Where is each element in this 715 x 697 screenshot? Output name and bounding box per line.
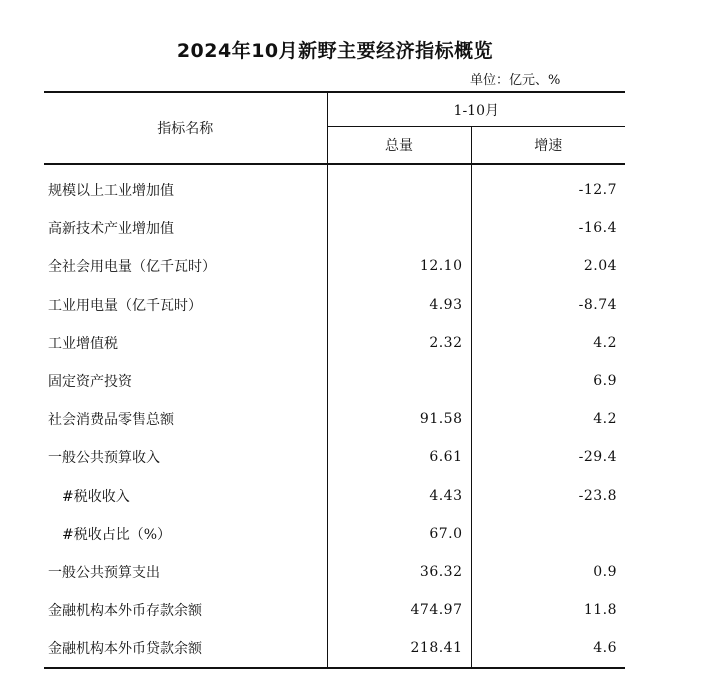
indicator-name: 金融机构本外币贷款余额 — [44, 629, 327, 668]
indicator-total — [327, 209, 471, 247]
header-growth: 增速 — [471, 127, 625, 165]
indicator-growth: 4.2 — [471, 400, 625, 438]
table-row — [44, 286, 625, 324]
table-row — [44, 324, 625, 362]
indicator-growth: -16.4 — [471, 209, 625, 247]
indicator-name: 固定资产投资 — [48, 374, 132, 391]
header-indicator-name: 指标名称 — [44, 92, 327, 164]
indicator-growth: 2.04 — [471, 247, 625, 285]
indicator-name: 一般公共预算收入 — [48, 450, 160, 467]
table-row — [44, 400, 625, 438]
indicator-total: 12.10 — [327, 247, 471, 285]
table-row — [44, 164, 625, 209]
indicator-name: 工业增值税 — [48, 335, 118, 352]
indicator-growth: 11.8 — [471, 591, 625, 629]
table-row — [44, 477, 625, 515]
table-row — [44, 591, 625, 629]
indicator-growth: 6.9 — [471, 362, 625, 400]
page-title: 2024年10月新野主要经济指标概览 — [176, 40, 494, 62]
indicator-growth: 0.9 — [471, 553, 625, 591]
indicator-total: 4.93 — [327, 286, 471, 324]
indicator-name: 高新技术产业增加值 — [48, 221, 174, 238]
table-row — [44, 362, 625, 400]
indicator-total: 474.97 — [327, 591, 471, 629]
indicator-growth: 4.2 — [471, 324, 625, 362]
table-row — [44, 209, 625, 247]
indicator-growth: -12.7 — [471, 164, 625, 209]
indicator-growth — [471, 515, 625, 553]
indicator-name: 一般公共预算支出 — [48, 564, 160, 581]
indicator-name: 规模以上工业增加值 — [48, 183, 174, 200]
header-period: 1-10月 — [327, 92, 625, 127]
indicator-growth: -8.74 — [471, 286, 625, 324]
indicator-name: 工业用电量（亿千瓦时） — [48, 297, 202, 314]
indicator-name: #税收占比（%） — [62, 526, 172, 543]
table-row — [44, 515, 625, 553]
indicator-total — [327, 362, 471, 400]
indicator-total — [327, 164, 471, 209]
indicator-growth: 4.6 — [471, 629, 625, 668]
indicator-total: 67.0 — [327, 515, 471, 553]
header-total: 总量 — [327, 127, 471, 165]
table-row — [44, 629, 625, 668]
indicator-name: 社会消费品零售总额 — [48, 412, 174, 429]
indicator-total: 36.32 — [327, 553, 471, 591]
indicator-name: 全社会用电量（亿千瓦时） — [48, 259, 216, 276]
indicator-growth: -29.4 — [471, 438, 625, 476]
indicator-total: 6.61 — [327, 438, 471, 476]
indicator-table — [44, 91, 625, 669]
indicator-total: 91.58 — [327, 400, 471, 438]
indicator-total: 4.43 — [327, 477, 471, 515]
indicator-total: 2.32 — [327, 324, 471, 362]
table-row — [44, 553, 625, 591]
table-row — [44, 438, 625, 476]
indicator-total: 218.41 — [327, 629, 471, 668]
unit-label: 单位：亿元、% — [470, 73, 561, 88]
indicator-name: 金融机构本外币存款余额 — [48, 603, 202, 620]
table-row — [44, 247, 625, 285]
indicator-growth: -23.8 — [471, 477, 625, 515]
indicator-name: #税收收入 — [62, 488, 130, 505]
